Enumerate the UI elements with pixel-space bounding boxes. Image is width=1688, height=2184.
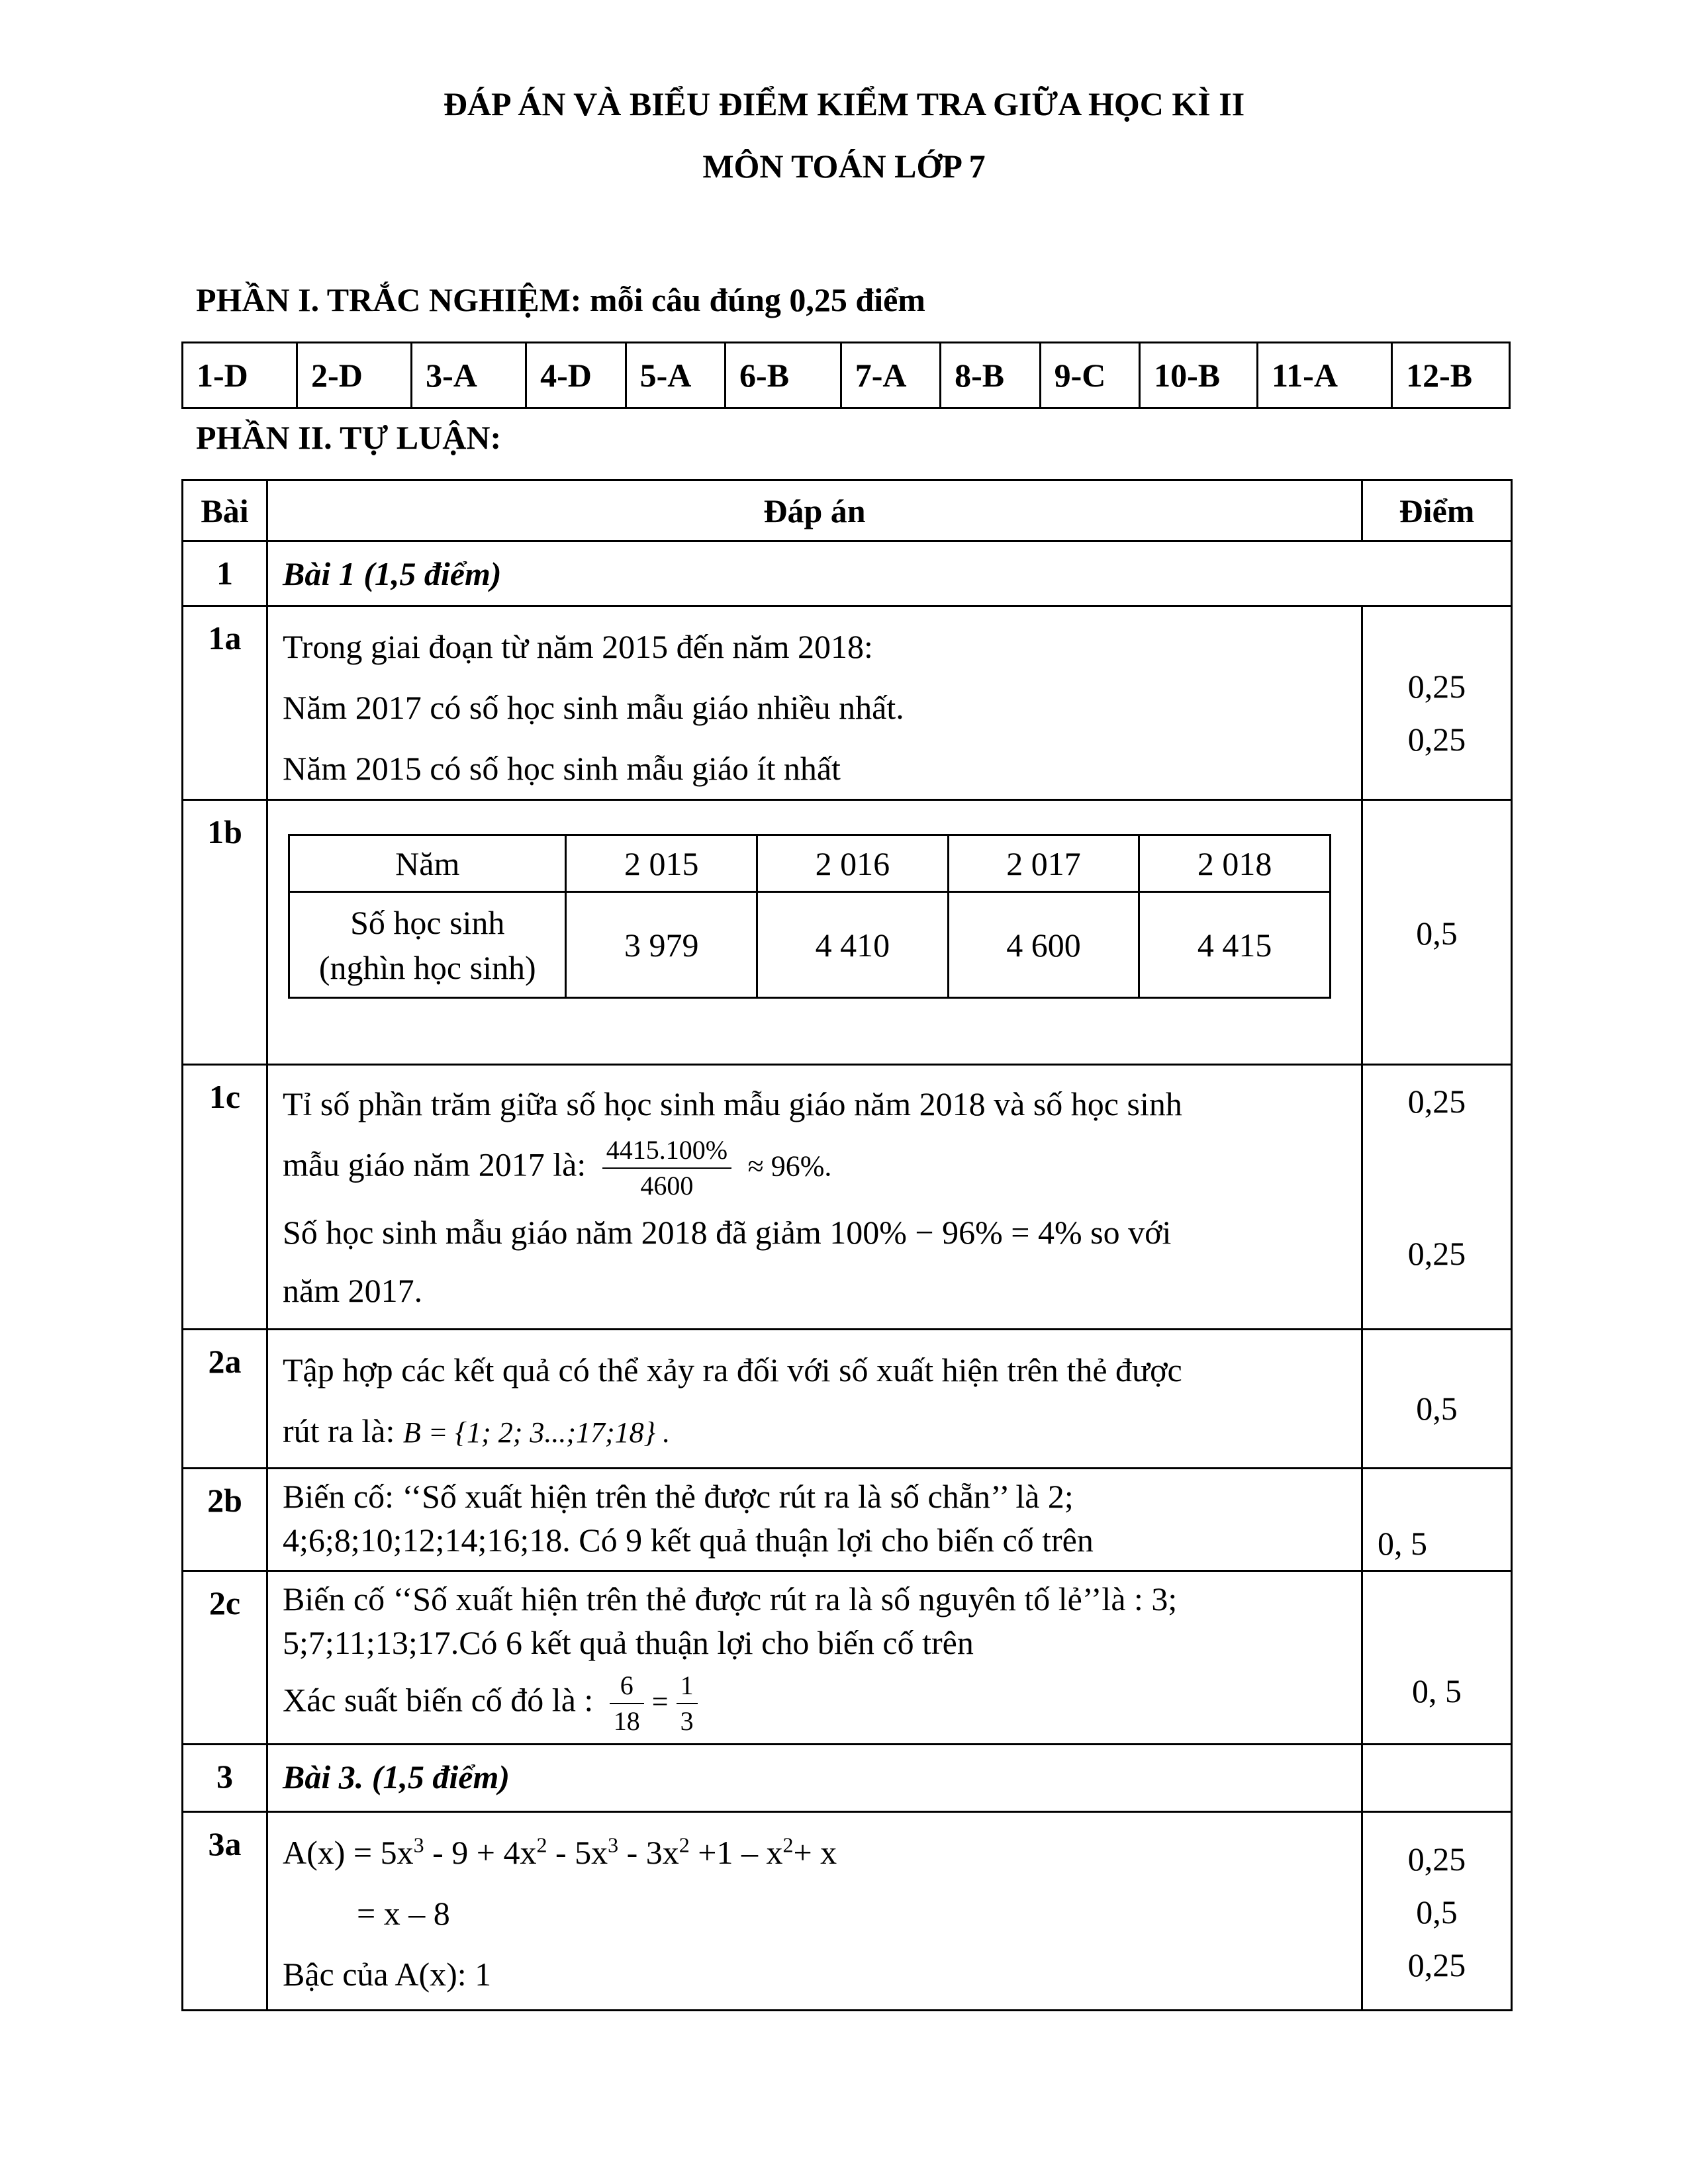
- mc-answer: 8-B: [941, 343, 1040, 408]
- score-value: 0,25: [1407, 668, 1466, 705]
- score-value: 0,5: [1416, 1893, 1458, 1931]
- score-bai3-empty: [1362, 1745, 1512, 1812]
- table-row-bai3: [183, 1745, 1512, 1812]
- answer-1a: [267, 606, 1362, 800]
- answer-line: Năm 2017 có số học sinh mẫu giáo nhiều nhất.: [283, 689, 904, 726]
- poly-part: - 9 + 4x: [424, 1834, 537, 1871]
- header-dap-an: Đáp án: [267, 480, 1362, 541]
- part2-heading: PHẦN II. TỰ LUẬN:: [196, 419, 502, 456]
- row-number: 3: [183, 1745, 267, 1812]
- answer-line: Bậc của A(x): 1: [283, 1956, 492, 1993]
- mc-answer: 3-A: [412, 343, 526, 408]
- answer-line: Tập hợp các kết quả có thể xảy ra đối với số xuất hiện trên thẻ được: [283, 1351, 1182, 1388]
- header-diem: Điểm: [1362, 480, 1512, 541]
- mc-answer: 7-A: [841, 343, 940, 408]
- row-number: 2a: [183, 1330, 267, 1469]
- student-count-table: [288, 834, 1331, 999]
- equals-sign: =: [651, 1685, 669, 1718]
- score-value: 0,25: [1407, 1235, 1466, 1272]
- answer-1b: [267, 800, 1362, 1065]
- fraction-numerator: 1: [677, 1668, 698, 1704]
- answer-line: Tỉ số phần trăm giữa số học sinh mẫu giáo năm 2018 và số học sinh: [283, 1085, 1182, 1122]
- value-cell: 4 415: [1139, 892, 1331, 998]
- score-2c: [1362, 1571, 1512, 1745]
- document-subtitle: MÔN TOÁN LỚP 7: [702, 148, 986, 185]
- answer-line: [283, 1133, 1346, 1203]
- score-1a: [1362, 606, 1512, 800]
- answer-line: Biến cố: ‘‘Số xuất hiện trên thẻ được rút ra là số chẵn’’ là 2;: [283, 1478, 1074, 1515]
- answer-line: [283, 1668, 1346, 1739]
- row-number: 1c: [183, 1065, 267, 1330]
- score-2b: [1362, 1469, 1512, 1571]
- row-number: 2c: [183, 1571, 267, 1745]
- section-title-bai3: Bài 3. (1,5 điểm): [267, 1745, 1362, 1812]
- score-value: 0,25: [1407, 1946, 1466, 1983]
- fraction-numerator: 4415.100%: [602, 1133, 731, 1169]
- answer-2b: [267, 1469, 1362, 1571]
- mc-answer: 9-C: [1040, 343, 1139, 408]
- fraction-denominator: 18: [613, 1706, 640, 1736]
- value-cell: 4 410: [757, 892, 949, 998]
- poly-part: A(x) = 5x: [283, 1834, 414, 1871]
- year-cell: 2 018: [1139, 835, 1331, 892]
- mc-answer: 5-A: [626, 343, 725, 408]
- mc-answer: 10-B: [1140, 343, 1258, 408]
- percent-fraction: [602, 1133, 731, 1203]
- probability-fraction: [610, 1668, 644, 1739]
- answer-text: ≈ 96%.: [747, 1150, 832, 1183]
- poly-part: +1 – x: [689, 1834, 783, 1871]
- multiple-choice-answer-table: [181, 341, 1511, 409]
- fraction-denominator: 4600: [640, 1171, 694, 1201]
- answer-line: = x – 8: [357, 1895, 450, 1932]
- sample-space-set: B = {1; 2; 3...;17;18} .: [402, 1416, 671, 1449]
- score-value: 0,25: [1407, 1841, 1466, 1878]
- score-2a: [1362, 1330, 1512, 1469]
- row-number: 1a: [183, 606, 267, 800]
- mc-answer: 4-D: [526, 343, 626, 408]
- poly-part: - 5x: [547, 1834, 608, 1871]
- essay-answer-table: [181, 479, 1513, 2011]
- answer-2a: [267, 1330, 1362, 1469]
- exponent: 2: [782, 1833, 794, 1857]
- answer-line: [283, 1400, 1346, 1463]
- inner-header-year: Năm: [289, 835, 566, 892]
- mc-answer: 2-D: [297, 343, 412, 408]
- section-title-bai1: Bài 1 (1,5 điểm): [267, 541, 1512, 606]
- answer-3a: [267, 1812, 1362, 2011]
- exponent: 2: [679, 1833, 690, 1857]
- answer-line: Số học sinh mẫu giáo năm 2018 đã giảm 100% − 96% = 4% so với: [283, 1214, 1172, 1251]
- mc-answer: 11-A: [1257, 343, 1391, 408]
- table-row-1b: [183, 800, 1512, 1065]
- row-number: 1b: [183, 800, 267, 1065]
- answer-line: 5;7;11;13;17.Có 6 kết quả thuận lợi cho biến cố trên: [283, 1624, 974, 1661]
- table-row-bai1: [183, 541, 1512, 606]
- year-cell: 2 016: [757, 835, 949, 892]
- fraction-numerator: 6: [610, 1668, 644, 1704]
- row-label-line: (nghìn học sinh): [318, 948, 536, 986]
- year-cell: 2 015: [566, 835, 757, 892]
- answer-text: mẫu giáo năm 2017 là:: [283, 1146, 586, 1183]
- value-cell: 4 600: [948, 892, 1139, 998]
- part1-heading: PHẦN I. TRẮC NGHIỆM: mỗi câu đúng 0,25 điểm: [196, 281, 925, 318]
- polynomial-line: [283, 1822, 1346, 1883]
- score-3a: [1362, 1812, 1512, 2011]
- table-row-1c: [183, 1065, 1512, 1330]
- score-value: 0,25: [1407, 721, 1466, 758]
- row-number: 2b: [183, 1469, 267, 1571]
- score-value: 0,25: [1407, 1083, 1466, 1120]
- score-1c: [1362, 1065, 1512, 1330]
- row-number: 1: [183, 541, 267, 606]
- row-number: 3a: [183, 1812, 267, 2011]
- answer-line: Năm 2015 có số học sinh mẫu giáo ít nhất: [283, 750, 841, 787]
- fraction-denominator: 3: [680, 1706, 694, 1736]
- poly-part: - 3x: [618, 1834, 679, 1871]
- value-cell: 3 979: [566, 892, 757, 998]
- header-bai: Bài: [183, 480, 267, 541]
- exponent: 3: [413, 1833, 424, 1857]
- answer-text: rút ra là:: [283, 1412, 395, 1449]
- mc-answer: 1-D: [183, 343, 297, 408]
- table-header-row: [183, 480, 1512, 541]
- score-value: 0, 5: [1378, 1525, 1427, 1562]
- answer-2c: [267, 1571, 1362, 1745]
- table-row-2c: [183, 1571, 1512, 1745]
- score-value: 0,5: [1416, 1390, 1458, 1427]
- year-cell: 2 017: [948, 835, 1139, 892]
- answer-line: Biến cố ‘‘Số xuất hiện trên thẻ được rút ra là số nguyên tố lẻ’’là : 3;: [283, 1580, 1178, 1617]
- answer-text: Xác suất biến cố đó là :: [283, 1681, 594, 1719]
- answer-1c: [267, 1065, 1362, 1330]
- document-title: ĐÁP ÁN VÀ BIỂU ĐIỂM KIỂM TRA GIỮA HỌC KÌ II: [443, 85, 1245, 122]
- exponent: 3: [608, 1833, 619, 1857]
- table-row-2a: [183, 1330, 1512, 1469]
- mc-answer: 6-B: [726, 343, 841, 408]
- score-value: 0, 5: [1412, 1672, 1462, 1709]
- table-row-3a: [183, 1812, 1512, 2011]
- inner-row-label: [289, 892, 566, 998]
- exponent: 2: [536, 1833, 547, 1857]
- score-value: 0,5: [1416, 915, 1458, 952]
- answer-line: năm 2017.: [283, 1272, 423, 1309]
- answer-line: Trong giai đoạn từ năm 2015 đến năm 2018:: [283, 628, 873, 665]
- poly-part: + x: [793, 1834, 837, 1871]
- answer-line: 4;6;8;10;12;14;16;18. Có 9 kết quả thuận lợi cho biến cố trên: [283, 1522, 1094, 1559]
- probability-fraction: [677, 1668, 698, 1739]
- row-label-line: Số học sinh: [350, 903, 505, 941]
- mc-answer: 12-B: [1392, 343, 1510, 408]
- score-1b: [1362, 800, 1512, 1065]
- table-row-2b: [183, 1469, 1512, 1571]
- table-row-1a: [183, 606, 1512, 800]
